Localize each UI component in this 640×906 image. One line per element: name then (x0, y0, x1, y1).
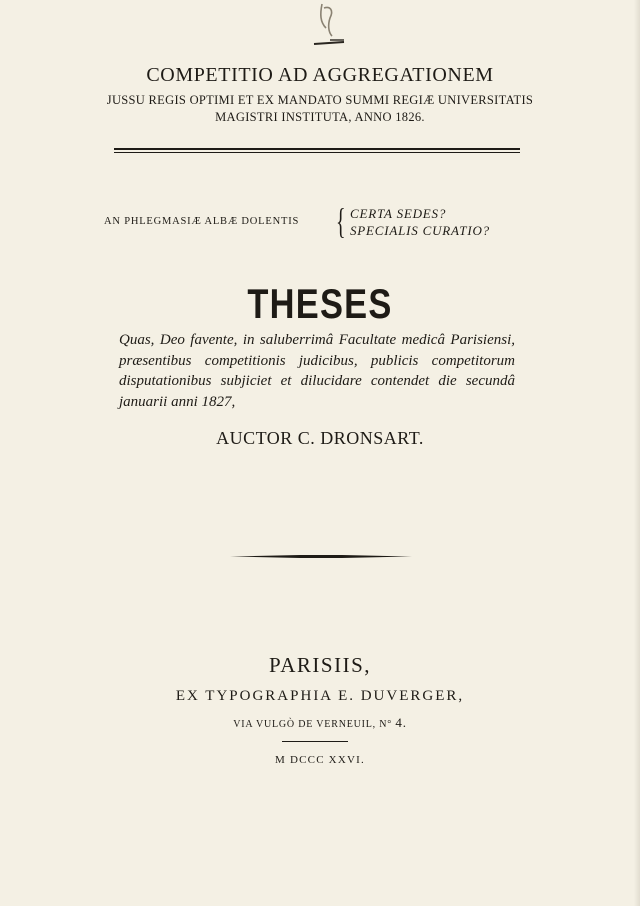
double-rule (114, 148, 520, 153)
handwritten-shelfmark (300, 0, 360, 50)
theses-heading: THESES (247, 280, 393, 327)
paragraph-line-4: januarii anni 1827, (119, 393, 236, 410)
imprint-street (0, 715, 640, 731)
imprint-street-text: VIA VULGÒ DE VERNEUIL, N° (233, 719, 393, 730)
author-line: AUCTOR C. DRONSART. (216, 428, 424, 448)
main-title: COMPETITIO AD AGGREGATIONEM (146, 64, 494, 86)
imprint-year: M DCCC XXVI. (275, 754, 365, 766)
short-rule (282, 741, 348, 742)
subtitle-line-2: MAGISTRI INSTITUTA, ANNO 1826. (215, 110, 425, 124)
question-option-1: CERTA SEDES? (350, 206, 447, 221)
paragraph-line-3: disputationibus subjiciet et dilucidare contendet die secundâ (119, 373, 515, 389)
imprint-printer: EX TYPOGRAPHIA E. DUVERGER, (175, 688, 465, 704)
paragraph-line-1: Quas, Deo favente, in saluberrimâ Facultate medicâ Parisiensi, (119, 332, 515, 348)
ornamental-rule (230, 555, 412, 558)
imprint-city: PARISIIS, (268, 653, 371, 677)
imprint-street-number: 4. (395, 715, 407, 730)
question-subject: AN PHLEGMASIÆ ALBÆ DOLENTIS (104, 216, 300, 227)
brace-icon: { (336, 201, 346, 241)
question-option-2: SPECIALIS CURATIO? (350, 223, 490, 238)
dedication-paragraph (119, 330, 515, 412)
subtitle-line-1: JUSSU REGIS OPTIMI ET EX MANDATO SUMMI REGIÆ UNIVERSITATIS (106, 93, 534, 107)
paragraph-line-2: præsentibus competitionis judicibus, publicis competitorum (119, 352, 515, 369)
page-edge-shadow (634, 0, 640, 906)
